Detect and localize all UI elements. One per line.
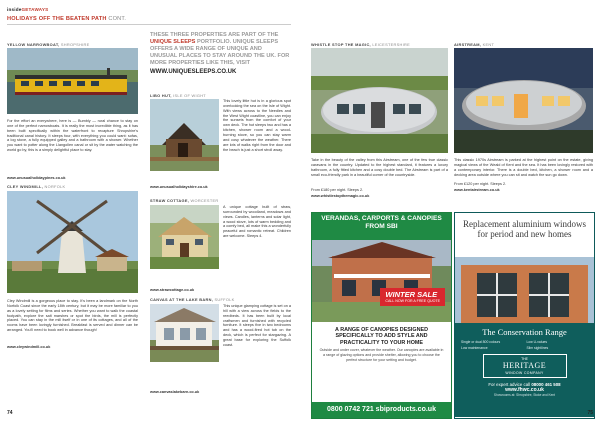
sbi-sale-line2: CALL NOW FOR A FREE QUOTE (385, 299, 440, 304)
windmill-photo (7, 191, 138, 293)
feature6-link[interactable]: www.whistlestopthemagic.co.uk (311, 194, 370, 198)
sbi-sale-badge (380, 288, 445, 306)
feature3-link[interactable]: www.unusualholidayshire.co.uk (150, 185, 208, 189)
heritage-feature: Low U-values (526, 340, 548, 345)
feature1-text: For the effort an everywhere, here is — Bumbly — rural chance to stay on one of the perfect narrowboats. It is really the most incredible thing, as it has been built specifically within the waterfront to recapture Shropshire's traditional canal history. It sleeps four, with everything you could want: sofas, a log stove, a fully equipped galley and a bathroom with a shower. Whether you want to potter along the Llangollen canal or sit by the water watching the world go by, this is a simply delightful place to stay. (7, 119, 138, 153)
heritage-brand-small: THE (521, 356, 528, 361)
feature5-text: This unique glamping cottage is set on a hill with a view across the fields to the reedbeds. It has been built by local craftsmen and furnished with recycled furniture. It sleeps five in two bedrooms and has a wood-fired hot tub on the deck, which is perfect for stargazing. A great base for exploring the Suffolk coast. (223, 304, 291, 347)
feature4-caption (150, 198, 219, 203)
heritage-headline-box (455, 213, 594, 257)
sbi-advert-title: VERANDAS, CARPORTS & CANOPIES FROM SBI (321, 215, 442, 230)
sbi-advert-phone[interactable]: 0800 0742 721 sbiproducts.co.uk (327, 406, 436, 413)
page-number-right: 75 (587, 410, 593, 416)
hut-photo (150, 99, 219, 171)
lake-barn-photo (150, 304, 219, 362)
feature6-place: LEICESTERSHIRE (370, 42, 411, 47)
feature3-place: ISLE OF WIGHT (171, 93, 206, 98)
feature1-link[interactable]: www.unusualholidaypines.co.uk (7, 176, 66, 180)
feature3-text: This lovely little hut is in a glorious spot overlooking the sea on the Isle of Wight. With views across to the Needles and the West Wight coastline, you can enjoy the sunsets from the comfort of your own deck. The hut sleeps two and has a kitchen, shower room and a wood-burning stove, so you can stay warm and cosy whatever the weather. There are lots of walks right from the door and the beach is just a short stroll away. (223, 99, 291, 152)
feature5-link[interactable]: www.canvaslakebarn.co.uk (150, 390, 200, 394)
sbi-advert-footer (312, 402, 451, 418)
heritage-feature: Single or dual 800 colours (461, 340, 501, 345)
heritage-footer: Showrooms at: Shropshire, Stoke and Kent (493, 393, 556, 398)
feature1-name: YELLOW NARROWBOAT, (7, 42, 60, 47)
feature7-text: This classic 1970s Airstream is parked at the highest point on the estate, giving magical views of the Weald of Kent and the sea. It has been lovingly restored with a contemporary interior. There is a double bed, kitchen, a shower room and a decking area outside where you can sit and watch the sun go down. (454, 158, 593, 177)
heritage-cta-label: For expert advice call (488, 381, 531, 387)
feature4-place: WORCESTER (189, 198, 219, 203)
feature1-caption (7, 42, 90, 47)
heritage-feature: Low maintenance (461, 345, 488, 350)
heritage-feature: Slim sightlines (526, 345, 549, 350)
feature5-caption (150, 297, 235, 302)
unique-sleeps-banner (150, 32, 290, 76)
heritage-info-panel (455, 323, 594, 417)
section-label: GETAWAYS (21, 7, 49, 12)
feature4-link[interactable]: www.strawcottage.co.uk (150, 288, 195, 292)
heritage-photo (455, 257, 594, 323)
section-title-main: HOLIDAYS OFF THE BEATEN PATH (7, 16, 107, 22)
feature3-caption (150, 93, 206, 98)
feature7-link[interactable]: www.kentairstream.co.uk (454, 188, 500, 192)
divider (7, 24, 291, 25)
feature4-name: STRAW COTTAGE, (150, 198, 190, 203)
banner-highlight: UNIQUE SLEEPS (150, 38, 196, 45)
heritage-web[interactable]: www.fhwc.co.uk (505, 387, 544, 394)
sbi-advert-text: Outside and under cover, whatever the weather. Our canopies are available in a range of glazing options and provide shelter, allowing you to choose the perfect structure for your setting and budget. (319, 348, 444, 362)
banner-line2: PORTFOLIO. UNIQUE SLEEPS OFFERS A WIDE RANGE OF UNIQUE AND UNUSUAL PLACES TO STAY AROUND THE UK. FOR MORE PROPERTIES LIKE THIS, VISIT (150, 38, 290, 66)
whistle-stop-photo (311, 48, 448, 153)
sbi-advert-headline: A RANGE OF CANOPIES DESIGNED SPECIFICALLY TO ADD STYLE AND PRACTICALITY TO YOUR HOME (335, 327, 428, 346)
heritage-feature-list (461, 340, 588, 349)
feature2-link[interactable]: www.cleywindmill.co.uk (7, 345, 51, 349)
feature7-place: KENT (481, 42, 495, 47)
brand-label: inside (7, 7, 22, 12)
heritage-brand-sub: WINDOW COMPANY (505, 370, 544, 375)
page-number-left: 74 (7, 410, 13, 416)
heritage-brand: HERITAGE (502, 360, 547, 370)
sbi-advert[interactable] (311, 212, 452, 419)
heritage-logo (483, 354, 567, 378)
feature6-name: WHISTLE STOP THE MAGIC, (311, 42, 371, 47)
feature7-caption (454, 42, 494, 47)
narrowboat-photo (7, 48, 138, 114)
airstream-photo (454, 48, 593, 153)
heritage-advert[interactable] (454, 212, 595, 419)
feature6-caption (311, 42, 410, 47)
banner-text (150, 32, 290, 67)
straw-cottage-photo (150, 205, 219, 269)
feature4-text: A unique cottage built of straw, surrounded by woodland, meadows and views. Candles, lanterns and solar light, a wood stove, lots of warm bedding and a comfy bed, all make this a wonderfully peaceful and romantic retreat. Children are welcome. Sleeps 4. (223, 205, 291, 239)
heritage-range-title: The Conservation Range (482, 327, 567, 337)
feature2-caption (7, 184, 65, 189)
banner-line1: THESE THREE PROPERTIES ARE PART OF THE (150, 32, 279, 38)
heritage-headline: Replacement aluminium windows for period and new homes (463, 219, 586, 240)
heritage-phone[interactable]: 08000 461 508 (531, 381, 561, 387)
feature5-place: SUFFOLK (213, 297, 235, 302)
sbi-sale-line1: WINTER SALE (385, 290, 438, 299)
sbi-advert-title-bar (312, 213, 451, 240)
feature3-name: LIBO HUT, (150, 93, 172, 98)
feature6-extra: From £180 per night. Sleeps 2. (311, 188, 364, 192)
feature2-place: NORFOLK (43, 184, 66, 189)
feature1-place: SHROPSHIRE (59, 42, 90, 47)
feature5-name: CANVAS AT THE LAKE BARN, (150, 297, 214, 302)
feature2-name: CLEY WINDMILL, (7, 184, 44, 189)
feature7-name: AIRSTREAM, (454, 42, 482, 47)
sbi-advert-photo (312, 240, 451, 322)
feature7-extra: From £120 per night. Sleeps 2. (454, 182, 507, 186)
feature2-text: Cley Windmill is a gorgeous place to stay. It's been a landmark on the North Norfolk Coast since the early 18th century, but it may be more familiar to you as a lovely setting for films and series. Whether you want to walk the coastal footpath, explore the salt marshes or spot the birds, the mill is perfectly placed. You can stay in the mill itself or in one of its cottages, and all of the rooms have been lovingly furnished. Breakfast is served and dinner can be arranged. You'll need to book well in advance though! (7, 299, 138, 333)
section-title (7, 16, 126, 22)
magazine-section-header (7, 7, 48, 12)
banner-url[interactable]: WWW.UNIQUESLEEPS.CO.UK (150, 68, 237, 75)
section-title-sub: CONT. (108, 16, 127, 22)
feature6-text: Take in the beauty of the valley from this Airstream, one of the few true classic caravans in the country. Updated to the highest standard, it features a luxury bathroom, a fully fitted kitchen and a cosy double bed. The Airstream is part of a small eco-friendly park in a beautiful corner of the countryside. (311, 158, 448, 177)
